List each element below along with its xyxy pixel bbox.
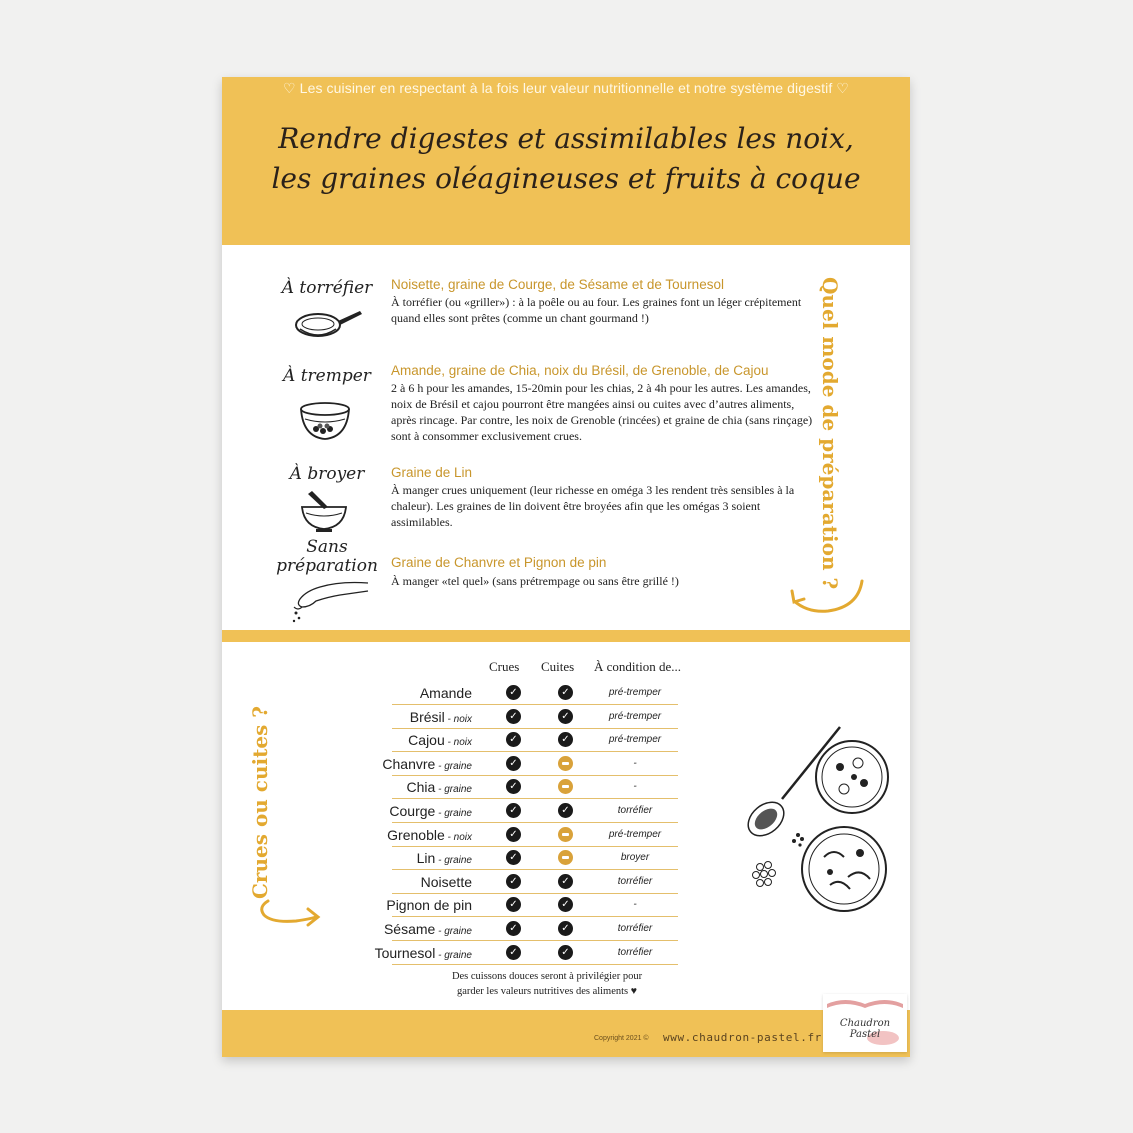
food-kind: - graine	[435, 784, 472, 796]
method-label: À tremper	[283, 366, 371, 386]
method-label-line-2: préparation	[276, 556, 378, 576]
row-divider	[392, 940, 678, 941]
tagline: ♡ Les cuisiner en respectant à la fois leur valeur nutritionnelle et notre système digestif ♡	[283, 80, 849, 96]
row-divider	[392, 775, 678, 776]
row-divider	[392, 822, 678, 823]
raw-check-icon: ✓	[506, 779, 521, 794]
soaking-bowl-icon	[298, 401, 352, 443]
food-name	[421, 874, 472, 890]
divider-band	[222, 630, 910, 642]
frying-pan-icon	[294, 303, 364, 343]
method-description: À manger crues uniquement (leur richesse en oméga 3 les rendent très sensibles à la chaleur). Les graines de lin doivent être broyées afin que les omégas 3 soient assimilables.	[391, 483, 795, 529]
food-name-text: Lin	[416, 850, 436, 867]
preparation-side-title: Quel mode de préparation ?	[818, 277, 842, 590]
food-name	[387, 827, 472, 843]
food-kind: - noix	[444, 713, 472, 725]
method-foods: Graine de Chanvre et Pignon de pin	[391, 555, 607, 570]
food-name	[407, 779, 472, 795]
condition-text: pré-tremper	[608, 687, 662, 698]
row-divider	[392, 869, 678, 870]
raw-check-icon: ✓	[506, 709, 521, 724]
food-kind: - graine	[435, 855, 472, 867]
cooked-minus-icon	[558, 827, 573, 842]
cooked-check-icon: ✓	[558, 709, 573, 724]
row-divider	[392, 964, 678, 965]
curved-arrow-icon	[788, 577, 868, 619]
method-foods: Amande, graine de Chia, noix du Brésil, de Grenoble, de Cajou	[391, 363, 769, 378]
table-row	[222, 919, 910, 943]
food-kind: - graine	[435, 926, 472, 937]
condition-text: pré-tremper	[608, 710, 662, 722]
method-description: À torréfier (ou «griller») : à la poêle ou au four. Les graines font un léger crépitement quand elles sont prêtes (comme un chant gourmand !)	[391, 295, 802, 325]
condition-text: torréfier	[617, 946, 653, 958]
food-name-text: Noisette	[420, 873, 472, 890]
food-name-text: Chia	[406, 779, 436, 796]
copyright: Copyright 2021 ©	[594, 1035, 649, 1042]
food-kind: - noix	[444, 831, 472, 843]
method-foods: Noisette, graine de Courge, de Sésame et de Tournesol	[391, 277, 724, 292]
food-kind: - graine	[435, 760, 472, 772]
food-name	[410, 709, 472, 725]
row-divider	[392, 916, 678, 917]
cooked-check-icon: ✓	[558, 945, 573, 960]
condition-text: torréfier	[617, 805, 653, 816]
cooked-check-icon: ✓	[558, 732, 573, 747]
raw-check-icon: ✓	[506, 803, 521, 818]
raw-check-icon: ✓	[506, 897, 521, 912]
method-label: À torréfier	[281, 278, 373, 298]
poster-header	[222, 77, 910, 245]
food-name	[384, 921, 472, 937]
food-name-text: Amande	[419, 685, 472, 701]
food-name-text: Brésil	[409, 708, 445, 725]
poster-title	[242, 119, 890, 199]
cooked-minus-icon	[558, 850, 573, 865]
logo-text: Chaudron Pastel	[839, 1018, 891, 1040]
brand-logo	[823, 994, 907, 1052]
cooked-minus-icon	[558, 756, 573, 771]
method-label-line-1: Sans	[306, 537, 348, 557]
food-name	[386, 897, 472, 913]
raw-check-icon: ✓	[506, 827, 521, 842]
header-condition: À condition de...	[594, 659, 682, 674]
cooked-check-icon: ✓	[558, 897, 573, 912]
condition-text: -	[633, 899, 637, 911]
raw-check-icon: ✓	[506, 685, 521, 700]
row-divider	[392, 846, 678, 847]
method-label: À broyer	[289, 464, 365, 484]
row-divider	[392, 728, 678, 729]
title-line-2: les graines oléagineuses et fruits à coque	[271, 162, 861, 195]
row-divider	[392, 751, 678, 752]
header-cooked: Cuites	[541, 659, 575, 674]
condition-text: pré-tremper	[608, 828, 662, 840]
cooked-check-icon: ✓	[558, 803, 573, 818]
condition-text: -	[633, 781, 637, 793]
condition-text: torréfier	[617, 875, 653, 887]
food-kind: - graine	[435, 808, 472, 819]
food-name	[408, 732, 472, 748]
food-name	[382, 756, 472, 772]
food-name-text: Cajou	[408, 732, 445, 749]
row-divider	[392, 798, 678, 799]
food-name-text: Sésame	[383, 921, 436, 937]
table-row	[222, 943, 910, 967]
method-foods: Graine de Lin	[391, 465, 473, 480]
raw-check-icon: ✓	[506, 945, 521, 960]
food-name-text: Courge	[389, 803, 436, 819]
cooked-check-icon: ✓	[558, 874, 573, 889]
poster-footer	[222, 1010, 910, 1057]
food-kind: - graine	[435, 949, 472, 961]
raw-check-icon: ✓	[506, 874, 521, 889]
table-note	[392, 969, 702, 999]
condition-text: torréfier	[617, 923, 653, 934]
note-line-2: garder les valeurs nutritives des aliments ♥	[456, 986, 638, 997]
method-description: À manger «tel quel» (sans prétrempage ou sans être grillé !)	[391, 574, 679, 588]
food-name	[417, 850, 472, 866]
food-name-text: Pignon de pin	[386, 897, 472, 914]
cooked-check-icon: ✓	[558, 921, 573, 936]
nuts-bowls-illustration	[730, 717, 900, 917]
food-name-text: Chanvre	[382, 755, 436, 772]
raw-cooked-side-title: Crues ou cuites ?	[248, 705, 272, 899]
food-name-text: Grenoble	[387, 826, 445, 843]
raw-check-icon: ✓	[506, 921, 521, 936]
food-name	[375, 945, 472, 961]
table-row	[222, 683, 910, 707]
food-kind: - noix	[444, 737, 472, 749]
note-line-1: Des cuissons douces seront à privilégier pour	[451, 971, 643, 982]
raw-check-icon: ✓	[506, 756, 521, 771]
method-description: 2 à 6 h pour les amandes, 15-20min pour les chias, 2 à 4h pour les autres. Les amandes, noix de Brésil et cajou pourront être mangées ainsi ou cuites avec d’autres aliments, après rincage. Par contre, les noix de Grenoble (rincées) et graine de chia (sans rinçage) sont à consommer exclusivement crues.	[391, 381, 813, 443]
website-link[interactable]: www.chaudron-pastel.fr	[663, 1031, 822, 1044]
food-name	[389, 803, 472, 819]
row-divider	[392, 704, 678, 705]
condition-text: broyer	[620, 852, 650, 864]
hand-sprinkle-icon	[280, 577, 370, 625]
title-line-1: Rendre digestes et assimilables les noix,	[278, 122, 854, 155]
info-poster	[222, 77, 910, 1057]
raw-check-icon: ✓	[506, 850, 521, 865]
mortar-pestle-icon	[298, 489, 350, 533]
cooked-check-icon: ✓	[558, 685, 573, 700]
raw-check-icon: ✓	[506, 732, 521, 747]
condition-text: -	[633, 757, 637, 769]
food-name	[420, 685, 472, 701]
food-name-text: Tournesol	[374, 944, 436, 961]
condition-text: pré-tremper	[608, 734, 662, 746]
row-divider	[392, 893, 678, 894]
cooked-minus-icon	[558, 779, 573, 794]
header-raw: Crues	[489, 659, 520, 674]
